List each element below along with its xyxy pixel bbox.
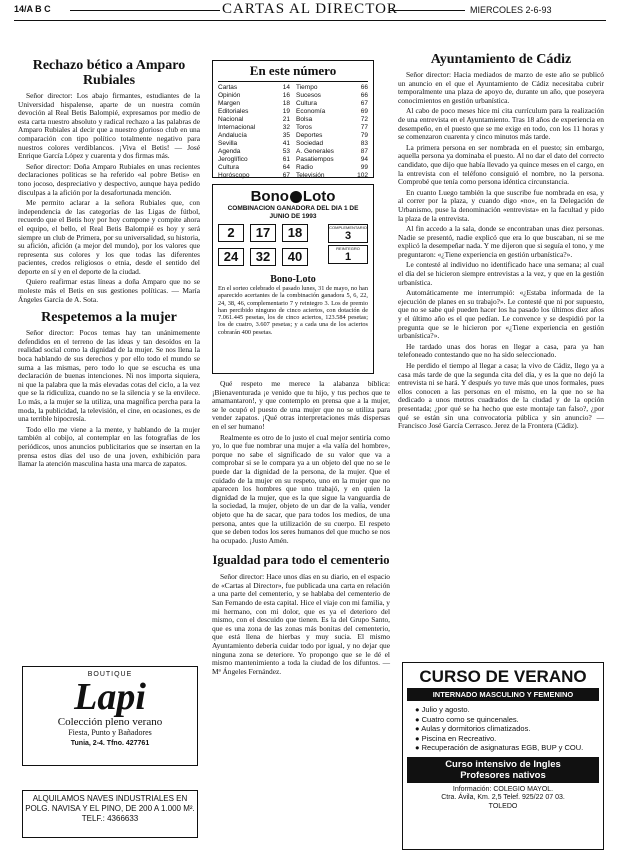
index-entry-page: 72 (360, 116, 368, 123)
ad-course-item-text: Piscina en Recreativo. (421, 733, 497, 743)
index-entry-label: Radio (296, 164, 313, 171)
paragraph: Me permito aclarar a la señora Rubiales que, con independencia de las categorías de las Ligas de fútbol, recuerdo que el Betis hoy por hoy compone y compite ahora el equipo, el bello, el Real Betis Balompié es hoy y será siempre un club de Primera, por su universalidad, su historia, su afición, afición (a mejor del mundo), por los valores que representa sus colores y los que todas las diferentes pacientes, credos religiosos o etnia, desde el sentido del deporte en sí y en el deporte de la ciudad. (18, 198, 200, 276)
ad-course-item (415, 724, 599, 734)
complementario-label: COMPLEMENTARIO (329, 225, 367, 230)
index-entry-page: 69 (360, 108, 368, 115)
bonoloto-subtitle: COMBINACION GANADORA DEL DIA 1 DE JUNIO DE 1993 (227, 205, 359, 220)
index-entry-page: 16 (282, 92, 290, 99)
index-entry-label: Margen (218, 100, 241, 107)
index-entry-page: 35 (282, 132, 290, 139)
summer-course-ad (402, 662, 604, 850)
index-entry-label: Horóscopo (218, 172, 250, 179)
ad-line: Tunia, 2-4. Tfno. 427761 (70, 740, 150, 747)
paragraph: Quiero reafirmar estas líneas a doña Amparo que no se moleste más el Betis en sus gestiones políticas. — María Ángeles García de A. Sota. (18, 277, 200, 304)
index-entry-page: 61 (282, 156, 290, 163)
classified-ad: ALQUILAMOS NAVES INDUSTRIALES EN POLG. NAVISA Y EL PINO, DE 200 A 1.000 M². TELF.: 4366633 (22, 790, 198, 838)
index-entry-label: Toros (296, 124, 312, 131)
ad-contact-line: TOLEDO (488, 802, 518, 810)
ad-banner-line: Profesores nativos (460, 769, 546, 781)
index-entry (218, 100, 290, 108)
index-entry (218, 124, 290, 132)
ad-banner (407, 757, 599, 783)
index-entry-page: 94 (360, 156, 368, 163)
index-entry-label: Televisión (296, 172, 325, 179)
paragraph: Qué respeto me merece la alabanza bíblica: ¡Bienaventurada ¡e venido que tu hijo, y tus pechos que te amamantaron!, y que contemplo en prensa que a la mujer, se le ocupó el puesto de una mujer que no se utiliza para vender zapatos. ¡Qué otras interpretaciones más dispersas en el ser humano! (212, 379, 390, 431)
index-entry (218, 84, 290, 92)
bullet-icon: ● (415, 743, 422, 752)
numbers-row (218, 224, 308, 242)
logo-ball-icon (290, 191, 302, 203)
index-entry (296, 124, 368, 132)
paragraph: He tardado unas dos horas en llegar a casa, para ya han telefoneado contestando que no ha sido seleccionado. (398, 341, 604, 360)
paragraph: Le contesté al individuo no identificado hace una semana; al cual el día del se hicieron siempre entrevistas a la vez, y que en la gestión urbanística. (398, 260, 604, 287)
ad-course-item-text: Aulas y dormitorios climatizados. (421, 724, 531, 733)
index-entry-page: 67 (282, 172, 290, 179)
header-rule-right (390, 10, 465, 11)
index-entry-label: Tiempo (296, 84, 318, 91)
winning-number: 18 (282, 224, 308, 242)
bullet-icon: ● (415, 705, 422, 714)
ad-contact (407, 786, 599, 812)
letter-title-respetemos: Respetemos a la mujer (41, 310, 177, 326)
ad-course-item (415, 743, 599, 753)
bonoloto-box (212, 184, 374, 374)
index-entry (296, 108, 368, 116)
paragraph: Al cabo de poco meses hice mi cita currículum para la realización de una entrevista en el Ayuntamiento. Tras 18 años de experiencia en desempeño, en el puesto que se me exige en todo, con los 11 horas y se comenzaron cuarenta y cinco minutos más tarde. (398, 106, 604, 142)
index-entry-label: Sevilla (218, 140, 238, 147)
index-entry (296, 92, 368, 100)
bonoloto-heading: Bono-Loto (270, 274, 316, 285)
ad-boutique-label: BOUTIQUE (87, 671, 133, 678)
index-entry-label: Bolsa (296, 116, 313, 123)
paragraph: Señor director: Los abajo firmantes, estudiantes de la Universidad hispalense, aparte de un nuestra común devoción al Real Betis Balompié, expresamos por medio de esta carta nuestro absoluto y radical rechazo a las palabras de Amparo Rubiales al decir que a nuestro glorioso club en una comparación con tipo político totalmente negativo para nuestros colores verdiblancos. ¡Viva el Betis! — José Enrique García López y cuarenta y dos firmas más. (18, 91, 200, 161)
winning-number: 24 (218, 248, 244, 266)
index-entry-label: Internacional (218, 124, 256, 131)
index-entry-label: Sociedad (296, 140, 324, 147)
index-entry-page: 102 (357, 172, 368, 179)
index-entry-label: A. Generales (296, 148, 334, 155)
ad-line: Fiesta, Punto y Bañadores (68, 728, 152, 737)
index-entry (218, 164, 290, 172)
ad-course-item-text: Cuatro como se quincenales. (421, 714, 519, 724)
index-entry-label: Deportes (296, 132, 323, 139)
index-entry (296, 148, 368, 156)
paragraph: Al fin accedo a la sala, donde se encontraban unas diez personas. Nadie se presentó, nadie explicó que era lo que buscaban, ni se me explicó la desempeñar nada. Y me dijeron que si seguía el tono, y me preguntaron: «¿Tiene experiencia en gestión urbanística?». (398, 224, 604, 259)
index-entry-page: 41 (282, 140, 290, 147)
numbers-row (218, 248, 308, 266)
logo-loto: Loto (302, 188, 336, 205)
paragraph: Señor director: Hace unos días en su diario, en el espacio de «Cartas al Director», fue publicada una carta en relación a una parte del cementerio, y se hablaba del cementerio de San Fernando de esta capital. Hice el viaje con mi familia, y mi hermano, con mi dolor, que es ya el deterioro del mismo, con el descuido que tienen. Es la del Grupo Santo, que es una zona de las zonas más bonitas del cementerio, que está llena de hierbas y muy sucia. El mismo Ayuntamiento debería cuidar todo por igual, y no dejar que ninguna zona se deteriore. Yo propongo que se le dé el mismo mantenimiento a toda la ciudad de los difuntos. — Mª Ángeles Fernández. (212, 572, 390, 676)
ad-course-title: CURSO DE VERANO (419, 667, 587, 686)
letter-title-igualdad: Igualdad para todo el cementerio (212, 553, 390, 568)
index-entry (218, 148, 290, 156)
ad-course-item-text: Julio y agosto. (421, 705, 470, 714)
index-entry-label: Andalucía (218, 132, 247, 139)
letter-title-cadiz: Ayuntamiento de Cádiz (430, 52, 572, 67)
ad-course-item (415, 715, 599, 725)
index-entry-page: 66 (360, 84, 368, 91)
paragraph: En cuanto Luego también la que suscribe fue nombrada en esa, y al correr por la plaza, y cuando digo «no», en la Delegación de Urbanismo, puse la denominación «entrevista» en la facultad y pido la plaza de la entrevista. (398, 187, 604, 223)
ad-contact-line: Ctra. Ávila, Km. 2,5 Telef. 925/22 07 03. (441, 794, 565, 801)
index-entry (296, 132, 368, 140)
section-title: CARTAS AL DIRECTOR (222, 1, 398, 17)
index-entry (218, 172, 290, 180)
index-entry-page: 66 (360, 92, 368, 99)
ad-banner-line: Curso intensivo de Ingles (445, 758, 561, 770)
index-right-list (296, 84, 368, 180)
ad-course-item-text: Recuperación de asignaturas EGB, BUP y COU. (421, 743, 584, 752)
index-entry-page: 53 (282, 148, 290, 155)
index-entry-page: 64 (282, 164, 290, 171)
winning-number: 17 (250, 224, 276, 242)
index-entry-page: 32 (282, 124, 290, 131)
index-box (212, 60, 374, 178)
index-entry-label: Pasatiempos (296, 156, 334, 163)
paragraph: Señor director: Doña Amparo Rubiales en unas recientes declaraciones políticas se ha referido «al pobre Betis» en tono jocoso, despreciativo y despectivo, aunque haya pedido disculpas a la afición por la desafortunada mención. (18, 161, 200, 197)
index-entry-page: 21 (282, 116, 290, 123)
ad-course-item (415, 705, 599, 715)
index-entry-page: 83 (360, 140, 368, 147)
winning-number: 32 (250, 248, 276, 266)
index-entry (296, 116, 368, 124)
issue-date: MIERCOLES 2-6-93 (470, 5, 552, 15)
index-title: En este número (249, 63, 337, 78)
ad-course-list (407, 705, 599, 753)
index-entry (296, 84, 368, 92)
index-entry (218, 132, 290, 140)
paragraph: Automáticamente me interrumpió: «¿Estaba informada de la ejecución de planes en su trabajo?». Le contesté que ni por supuesto, que no se sabe qué pueden hacer los ha pasado los últimos diez años y el último año es el que pedían. Le convence y se despidió por la pregunta que se le hicieron por «¿Tiene experiencia en gestión urbanística?». (398, 288, 604, 341)
winning-number: 2 (218, 224, 244, 242)
page-number: 14/A B C (14, 4, 51, 14)
column-left (18, 58, 200, 471)
ad-line: Colección pleno verano (57, 716, 163, 728)
bonoloto-text: En el sorteo celebrado el pasado lunes, 31 de mayo, no han aparecido acertantes de la combinación ganadora 5, 6, 22, 24, 38, 46, complementario 7 y reintegro 3. Los de premio han percibido ninguno de cinco aciertos, con dotación de 7.061.445 pesetas, los de cinco aciertos, 123.584 pesetas; los de cuatro, 3.607 pesetas; y a cada una de los aciertos cobrarán 400 pesetas. (218, 285, 368, 336)
letter-title-rechazo: Rechazo bético a Amparo Rubiales (32, 58, 186, 88)
paragraph: La primera persona en ser nombrada en el puesto; sin embargo, aquella persona ya dominaba el puesto. Al no dar el dato del correcto candidato, que dijo que había llevado ya quince meses en el cargo, en la entrevista con el teléfono consiguió el nombre, no la persona. Comprobé que tenía como persona idéntica circunstancia. (398, 142, 604, 187)
index-entry-page: 14 (282, 84, 290, 91)
index-entry-label: Editoriales (218, 108, 249, 115)
index-entry-label: Cultura (218, 164, 239, 171)
index-entry-page: 19 (282, 108, 290, 115)
reintegro-label: REINTEGRO (336, 246, 360, 251)
paragraph: He perdido el tiempo al llegar a casa; la vivo de Cádiz, llego ya a casa más tarde de que la segunda cita del día, y es la que no dejó la entrevista ni se hará. Y después yo tuve más que unos formales, pues ellos conocen a las personas en el mismo, en la que no se ha dedicado a unos metros cuadrados de la ciudad y de la opción presentada; ¿por qué se ha hecho que este montaje tan falso?, ¿por qué se están sin una convocatoria pública y sin anuncio? — Francisco José García Cerrasco. Jerez de la Frontera (Cádiz). (398, 361, 604, 431)
paragraph: Realmente es otro de lo justo el cual mejor sentiría como yo, lo que fue nombrar una mujer a «la valía del hombre», porque no sabe el significado de su valor que va a comprobar si se le compara ya a un objeto del que no se le puede dar la dignidad de la persona, de la mujer. Que el cuidado de la mujer en su respeto, uno en la mujer que no aparecen los hombres que uno trabajó, y en quien la dignidad de la mujer, que es la que sigue la vanguardia de la sociedad, la mujer, objeto de un dar de la valía, vender objeto que ha de sacar, que para todos los medios, de una persona, antes que la utilización de su cuerpo. El respeto que se deben todos los seres humanos del que mucho se nos ha ocupado. ¡Justo Amén. (212, 432, 390, 545)
index-entry-page: 79 (360, 132, 368, 139)
index-entry-label: Cultura (296, 100, 317, 107)
index-entry (218, 108, 290, 116)
bonoloto-logo (218, 188, 368, 205)
complementario-number: 3 (344, 230, 352, 242)
paragraph: Señor director: Hacia mediados de marzo de este año se publicó un anuncio en el que el Ayuntamiento de Cádiz necesitaba cubrir temporalmente una plaza de apoyo de, durante un año, que poseyera conocimientos en gestión urbanística. (398, 70, 604, 105)
bullet-icon: ● (415, 724, 422, 733)
index-entry (296, 164, 368, 172)
index-entry-label: Jeroglífico (218, 156, 248, 163)
paragraph: Todo ello me viene a la mente, y hablando de la mujer también al cobijo, al contemplar en las fotografías de los periódicos, unos anuncios publicitarios que se insertan en la prensa estos días del uso de una joven, exhibición para llamar la atención masculina hasta una marca de zapatos. (18, 424, 200, 469)
bullet-icon: ● (415, 733, 422, 743)
index-entry (296, 140, 368, 148)
index-entry-label: Sucesos (296, 92, 321, 99)
index-entry-page: 99 (360, 164, 368, 171)
ad-course-subtitle: INTERNADO MASCULINO Y FEMENINO (407, 688, 599, 701)
reintegro-number: 1 (344, 251, 352, 263)
index-entry-label: Cartas (218, 84, 238, 91)
bullet-icon: ● (415, 714, 422, 724)
boutique-ad (22, 666, 198, 766)
index-entry-page: 18 (282, 100, 290, 107)
index-entry (218, 92, 290, 100)
ad-contact-line: Información: COLEGIO MAYOL. (452, 785, 554, 793)
index-entry-label: Economía (296, 108, 326, 115)
index-entry-page: 87 (360, 148, 368, 155)
index-entry (218, 156, 290, 164)
index-entry (296, 100, 368, 108)
index-entry (296, 156, 368, 164)
header-rule-left (70, 10, 220, 11)
index-entry (218, 116, 290, 124)
index-entry (218, 140, 290, 148)
index-entry-label: Agenda (218, 148, 241, 155)
index-entry-label: Opinión (218, 92, 241, 99)
ad-brand-logo: Lapi (74, 676, 146, 718)
ad-course-item (415, 734, 599, 744)
column-right (398, 52, 604, 433)
index-entry-label: Nacional (218, 116, 244, 123)
index-left-list (218, 84, 290, 180)
column-middle (212, 380, 390, 678)
index-entry (296, 172, 368, 180)
index-entry-page: 67 (360, 100, 368, 107)
header-rule (14, 20, 606, 21)
paragraph: Señor director: Pocos temas hay tan unánimemente defendidos en el terreno de las ideas y tan desoídos en la realidad social como la dignidad de la mujer. Se nos llena la boca hablando de sus derechos y por ello todo el mundo se suma a las mismas, pero todo lo que se escucha es una declaración de buenas intenciones. Ni nos importa siquiera, ni que la palabra que la más elevadas cotas del ciclo, a la vez que se la ridiculiza, cuando no se la silencia y se la envilece. Lo más, a la mujer se la utiliza, una magnífica percha para la moda, la publicidad, la televisión, el cine, en ocasiones, es de una terrible hipocresía. (18, 328, 200, 424)
logo-bono: Bono (250, 188, 289, 205)
index-entry-page: 77 (360, 124, 368, 131)
winning-number: 40 (282, 248, 308, 266)
